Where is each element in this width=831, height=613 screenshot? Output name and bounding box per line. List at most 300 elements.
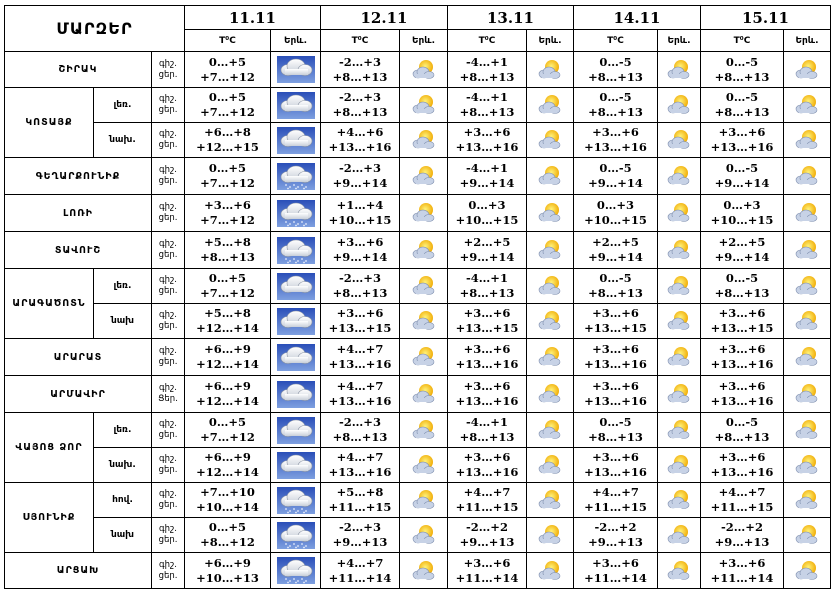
sun-cloud-icon	[666, 524, 692, 546]
temperature-cell	[574, 52, 658, 88]
day-temp: +13…+16	[455, 394, 519, 408]
weather-cell	[271, 158, 321, 195]
night-label: գիշ.	[159, 346, 177, 356]
weather-cell	[271, 413, 321, 448]
weather-cell	[527, 304, 574, 339]
night-temp: +3…+6	[718, 555, 766, 570]
temperature-cell	[701, 158, 784, 195]
day-temp: +13…+16	[455, 465, 519, 479]
sub-region: նախ	[94, 304, 152, 339]
sun-cloud-icon	[537, 383, 563, 405]
sun-cloud-icon	[411, 454, 437, 476]
temperature-cell	[185, 195, 271, 232]
table-row	[5, 88, 831, 123]
sun-cloud-icon	[794, 454, 820, 476]
temperature-cell	[185, 304, 271, 339]
night-temp: -2…+2	[466, 520, 508, 534]
time-of-day-labels	[152, 232, 185, 269]
night-temp: +4…+7	[463, 485, 511, 499]
table-row	[5, 195, 831, 232]
night-temp: +3…+6	[718, 306, 766, 320]
temperature-cell	[321, 448, 400, 483]
weather-cell	[400, 339, 448, 376]
date-header: 14.11	[574, 6, 701, 30]
forecast-table	[4, 5, 831, 589]
night-temp: -4…+1	[466, 90, 508, 104]
day-temp: +11…+14	[328, 570, 392, 585]
temperature-cell	[185, 339, 271, 376]
sun-cloud-icon	[666, 59, 692, 81]
time-of-day-labels	[152, 304, 185, 339]
night-temp: +3…+6	[592, 125, 639, 139]
weather-cell	[400, 88, 448, 123]
temperature-cell	[185, 123, 271, 158]
day-temp: +8…+13	[714, 69, 770, 84]
sun-cloud-icon	[411, 202, 437, 224]
region-name: ԱՐՄԱՎԻՐ	[5, 376, 152, 413]
sun-cloud-icon	[537, 524, 563, 546]
day-temp: +11…+15	[328, 500, 392, 514]
day-temp: +11…+15	[455, 500, 519, 514]
night-temp: +3…+6	[718, 125, 766, 139]
sun-cloud-icon	[794, 419, 820, 441]
night-temp: +4…+7	[336, 555, 384, 570]
weather-cell	[658, 376, 701, 413]
day-temp: +11…+14	[455, 570, 519, 585]
sun-cloud-icon	[794, 524, 820, 546]
weather-cell	[527, 195, 574, 232]
cloud-icon	[277, 381, 315, 408]
night-label: գիշ.	[159, 524, 177, 534]
time-of-day-labels	[152, 52, 185, 88]
region-name: ՎԱՅՈՑ ՁՈՐ	[5, 413, 94, 483]
sun-cloud-icon	[537, 275, 563, 297]
day-temp: +8…+13	[588, 430, 643, 444]
region-name: ԿՈՏԱՅՔ	[5, 88, 94, 158]
night-temp: +3…+6	[592, 555, 639, 570]
day-temp: +9…+14	[459, 176, 515, 190]
day-label: ցեր.	[158, 465, 178, 475]
day-temp: +8…+12	[200, 535, 255, 549]
weather-cell	[400, 52, 448, 88]
weather-cell	[527, 123, 574, 158]
night-temp: -2…+3	[339, 520, 381, 534]
day-temp: +13…+16	[455, 357, 519, 371]
temperature-cell	[448, 376, 527, 413]
weather-cell	[527, 448, 574, 483]
temperature-cell	[701, 123, 784, 158]
temperature-cell	[574, 413, 658, 448]
day-temp: +9…+13	[588, 535, 643, 549]
night-temp: 0…+5	[208, 520, 247, 534]
night-temp: +2…+5	[718, 235, 766, 249]
temperature-cell	[574, 518, 658, 553]
night-temp: 0…+5	[208, 271, 247, 285]
region-name: ԼՈՌԻ	[5, 195, 152, 232]
sun-cloud-icon	[794, 346, 820, 368]
night-temp: +4…+7	[336, 450, 384, 464]
temp-column-header: T⁰C	[448, 30, 527, 52]
weather-cell	[271, 483, 321, 518]
day-temp: +10…+15	[584, 213, 647, 227]
weather-cell	[658, 195, 701, 232]
weather-cell	[527, 158, 574, 195]
night-temp: -2…+3	[339, 271, 381, 285]
sun-cloud-icon	[537, 419, 563, 441]
weather-cell	[658, 448, 701, 483]
sub-region: նախ.	[94, 448, 152, 483]
sun-cloud-icon	[411, 129, 437, 151]
weather-column-header: Երև.	[658, 30, 701, 52]
temperature-cell	[574, 376, 658, 413]
sun-cloud-icon	[794, 94, 820, 116]
sun-cloud-icon	[666, 94, 692, 116]
night-temp: +3…+6	[463, 342, 511, 356]
temperature-cell	[448, 232, 527, 269]
night-label: գիշ.	[159, 165, 177, 175]
night-temp: +6…+9	[204, 342, 251, 356]
day-label: ցեր.	[158, 570, 178, 581]
cloud-icon	[277, 56, 315, 83]
day-temp: +8…+13	[459, 286, 515, 300]
night-temp: +6…+9	[204, 450, 251, 464]
sun-cloud-icon	[411, 524, 437, 546]
weather-cell	[527, 232, 574, 269]
day-temp: +8…+13	[332, 105, 388, 119]
night-temp: -2…+3	[339, 161, 381, 175]
night-temp: +2…+5	[592, 235, 639, 249]
night-temp: +3…+6	[592, 379, 639, 393]
day-temp: +13…+16	[328, 357, 392, 371]
day-label: ցեր.	[158, 105, 178, 115]
night-label: գիշ.	[159, 58, 177, 69]
weather-cell	[784, 123, 831, 158]
day-temp: +8…+13	[714, 430, 770, 444]
temperature-cell	[321, 88, 400, 123]
rain-cloud-icon	[277, 163, 315, 190]
region-name: ԳԵՂԱՐՔՈՒՆԻՔ	[5, 158, 152, 195]
sun-cloud-icon	[666, 202, 692, 224]
weather-column-header: Երև.	[271, 30, 321, 52]
weather-cell	[271, 269, 321, 304]
night-temp: +3…+6	[204, 198, 251, 212]
night-temp: +3…+6	[463, 306, 511, 320]
time-of-day-labels	[152, 88, 185, 123]
day-temp: +8…+13	[332, 286, 388, 300]
day-temp: +13…+16	[584, 394, 647, 408]
day-temp: +13…+16	[328, 465, 392, 479]
sun-cloud-icon	[537, 346, 563, 368]
night-label: գիշ.	[159, 383, 177, 393]
table-row	[5, 553, 831, 589]
sun-cloud-icon	[411, 94, 437, 116]
sun-cloud-icon	[537, 239, 563, 261]
night-label: գիշ.	[159, 239, 177, 249]
sun-cloud-icon	[794, 59, 820, 81]
region-name: ԱՐԱԳԱԾՈՏՆ	[5, 269, 94, 339]
sun-cloud-icon	[537, 560, 563, 582]
sun-cloud-icon	[537, 202, 563, 224]
weather-cell	[271, 52, 321, 88]
weather-cell	[271, 304, 321, 339]
date-header: 13.11	[448, 6, 574, 30]
weather-cell	[400, 195, 448, 232]
weather-cell	[784, 448, 831, 483]
weather-cell	[527, 483, 574, 518]
night-temp: +4…+7	[718, 485, 766, 499]
day-temp: +9…+14	[332, 250, 388, 264]
temperature-cell	[701, 483, 784, 518]
time-of-day-labels	[152, 195, 185, 232]
temperature-cell	[448, 483, 527, 518]
night-temp: +5…+8	[204, 306, 251, 320]
night-temp: -2…+2	[594, 520, 637, 534]
table-row	[5, 232, 831, 269]
sun-cloud-icon	[411, 310, 437, 332]
night-temp: +3…+6	[592, 450, 639, 464]
night-label: գիշ.	[159, 559, 177, 570]
day-temp: +9…+14	[588, 250, 643, 264]
sub-region: լեռ.	[94, 269, 152, 304]
weather-cell	[658, 232, 701, 269]
weather-cell	[527, 339, 574, 376]
table-row	[5, 304, 831, 339]
day-temp: +8…+13	[714, 286, 770, 300]
sun-cloud-icon	[411, 419, 437, 441]
temperature-cell	[448, 123, 527, 158]
temperature-cell	[701, 88, 784, 123]
weather-cell	[784, 88, 831, 123]
night-temp: 0…+5	[208, 90, 247, 104]
day-temp: +13…+16	[710, 357, 774, 371]
night-temp: +4…+6	[336, 125, 384, 139]
time-of-day-labels	[152, 376, 185, 413]
weather-cell	[271, 448, 321, 483]
night-temp: -2…+2	[721, 520, 763, 534]
temperature-cell	[185, 376, 271, 413]
sun-cloud-icon	[411, 165, 437, 187]
night-temp: 0…-5	[599, 271, 632, 285]
cloud-icon	[277, 417, 315, 444]
day-temp: +13…+15	[455, 321, 519, 335]
day-temp: +13…+15	[584, 321, 647, 335]
weather-cell	[658, 304, 701, 339]
table-row	[5, 376, 831, 413]
temperature-cell	[448, 88, 527, 123]
weather-cell	[784, 553, 831, 589]
day-temp: +12…+14	[196, 394, 259, 408]
sun-cloud-icon	[411, 275, 437, 297]
temperature-cell	[448, 339, 527, 376]
temperature-cell	[321, 553, 400, 589]
day-temp: +13…+16	[328, 394, 392, 408]
day-temp: +10…+15	[328, 213, 392, 227]
day-temp: +9…+14	[332, 176, 388, 190]
cloud-icon	[277, 452, 315, 479]
weather-cell	[271, 123, 321, 158]
temperature-cell	[448, 195, 527, 232]
night-temp: 0…+3	[723, 198, 761, 212]
temperature-cell	[448, 304, 527, 339]
time-of-day-labels	[152, 483, 185, 518]
weather-cell	[658, 88, 701, 123]
weather-cell	[400, 413, 448, 448]
day-label: ցեր.	[158, 357, 178, 367]
rain-cloud-icon	[277, 237, 315, 264]
time-of-day-labels	[152, 448, 185, 483]
night-label: գիշ.	[159, 129, 177, 139]
time-of-day-labels	[152, 158, 185, 195]
night-temp: +3…+6	[463, 450, 511, 464]
weather-cell	[271, 88, 321, 123]
day-temp: +13…+16	[328, 140, 392, 154]
weather-cell	[784, 269, 831, 304]
night-temp: 0…+5	[208, 161, 247, 175]
night-temp: 0…-5	[599, 415, 632, 429]
time-of-day-labels	[152, 413, 185, 448]
sun-cloud-icon	[666, 383, 692, 405]
table-row	[5, 413, 831, 448]
table-row	[5, 448, 831, 483]
temperature-cell	[185, 232, 271, 269]
day-temp: +8…+13	[332, 430, 388, 444]
regions-header: ՄԱՐԶԵՐ	[5, 6, 185, 52]
temperature-cell	[448, 448, 527, 483]
rain-cloud-icon	[277, 522, 315, 549]
weather-cell	[784, 339, 831, 376]
temperature-cell	[574, 123, 658, 158]
temperature-cell	[701, 269, 784, 304]
night-temp: -4…+1	[466, 415, 508, 429]
sun-cloud-icon	[411, 346, 437, 368]
region-name: ԱՐԱՐԱՏ	[5, 339, 152, 376]
temperature-cell	[701, 376, 784, 413]
temperature-cell	[321, 269, 400, 304]
date-header: 15.11	[701, 6, 831, 30]
night-temp: +6…+9	[204, 555, 251, 570]
cloud-icon	[277, 127, 315, 154]
day-temp: +11…+14	[584, 570, 647, 585]
table-row	[5, 52, 831, 88]
region-name: ԱՐՑԱԽ	[5, 553, 152, 589]
temperature-cell	[574, 339, 658, 376]
sun-cloud-icon	[794, 383, 820, 405]
temperature-cell	[574, 483, 658, 518]
weather-cell	[658, 269, 701, 304]
temperature-cell	[321, 339, 400, 376]
day-label: ցեր.	[158, 176, 178, 186]
day-temp: +13…+16	[584, 140, 647, 154]
night-temp: -2…+3	[339, 54, 381, 69]
night-label: գիշ.	[159, 310, 177, 320]
night-temp: +3…+6	[592, 306, 639, 320]
temperature-cell	[574, 195, 658, 232]
temperature-cell	[185, 483, 271, 518]
weather-cell	[271, 195, 321, 232]
temp-column-header: T⁰C	[574, 30, 658, 52]
weather-cell	[658, 339, 701, 376]
day-temp: +8…+13	[459, 69, 515, 84]
weather-cell	[400, 448, 448, 483]
night-temp: -4…+1	[466, 161, 508, 175]
day-temp: +7…+12	[200, 213, 255, 227]
temperature-cell	[185, 413, 271, 448]
weather-cell	[658, 483, 701, 518]
day-temp: +9…+14	[714, 176, 770, 190]
sun-cloud-icon	[537, 165, 563, 187]
night-temp: +4…+7	[592, 485, 639, 499]
temp-column-header: T⁰C	[321, 30, 400, 52]
day-temp: +7…+12	[200, 176, 255, 190]
sub-region: նախ.	[94, 123, 152, 158]
temperature-cell	[448, 518, 527, 553]
temperature-cell	[185, 88, 271, 123]
weather-cell	[658, 413, 701, 448]
weather-column-header: Երև.	[527, 30, 574, 52]
sub-region: լեռ.	[94, 413, 152, 448]
night-temp: +2…+5	[463, 235, 511, 249]
day-temp: +13…+16	[710, 140, 774, 154]
temperature-cell	[321, 376, 400, 413]
weather-cell	[784, 158, 831, 195]
time-of-day-labels	[152, 339, 185, 376]
sun-cloud-icon	[794, 239, 820, 261]
sun-cloud-icon	[794, 129, 820, 151]
sun-cloud-icon	[794, 275, 820, 297]
night-temp: 0…-5	[599, 161, 632, 175]
day-temp: +8…+13	[714, 105, 770, 119]
day-label: ցեր.	[158, 430, 178, 440]
sub-region: հով.	[94, 483, 152, 518]
sun-cloud-icon	[537, 129, 563, 151]
weather-cell	[400, 232, 448, 269]
weather-cell	[658, 123, 701, 158]
day-label: ցեր.	[158, 535, 178, 545]
sun-cloud-icon	[411, 59, 437, 81]
sun-cloud-icon	[794, 310, 820, 332]
temperature-cell	[321, 304, 400, 339]
day-temp: +13…+16	[710, 465, 774, 479]
night-label: գիշ.	[159, 454, 177, 464]
weather-cell	[784, 304, 831, 339]
temperature-cell	[321, 232, 400, 269]
day-temp: +11…+15	[710, 500, 774, 514]
sun-cloud-icon	[537, 59, 563, 81]
weather-cell	[271, 339, 321, 376]
temperature-cell	[321, 195, 400, 232]
night-temp: +4…+7	[336, 379, 384, 393]
temperature-cell	[448, 269, 527, 304]
day-temp: +8…+13	[200, 250, 255, 264]
day-temp: +9…+13	[714, 535, 770, 549]
day-temp: +13…+16	[584, 357, 647, 371]
temperature-cell	[701, 448, 784, 483]
night-temp: +4…+7	[336, 342, 384, 356]
day-temp: +13…+15	[710, 321, 774, 335]
night-temp: +3…+6	[463, 555, 511, 570]
night-temp: -2…+3	[339, 90, 381, 104]
temperature-cell	[448, 158, 527, 195]
weather-cell	[784, 52, 831, 88]
temperature-cell	[321, 158, 400, 195]
time-of-day-labels	[152, 269, 185, 304]
sun-cloud-icon	[666, 489, 692, 511]
day-temp: +12…+14	[196, 321, 259, 335]
night-temp: 0…-5	[725, 271, 759, 285]
date-header: 11.11	[185, 6, 321, 30]
temperature-cell	[574, 304, 658, 339]
temperature-cell	[574, 269, 658, 304]
